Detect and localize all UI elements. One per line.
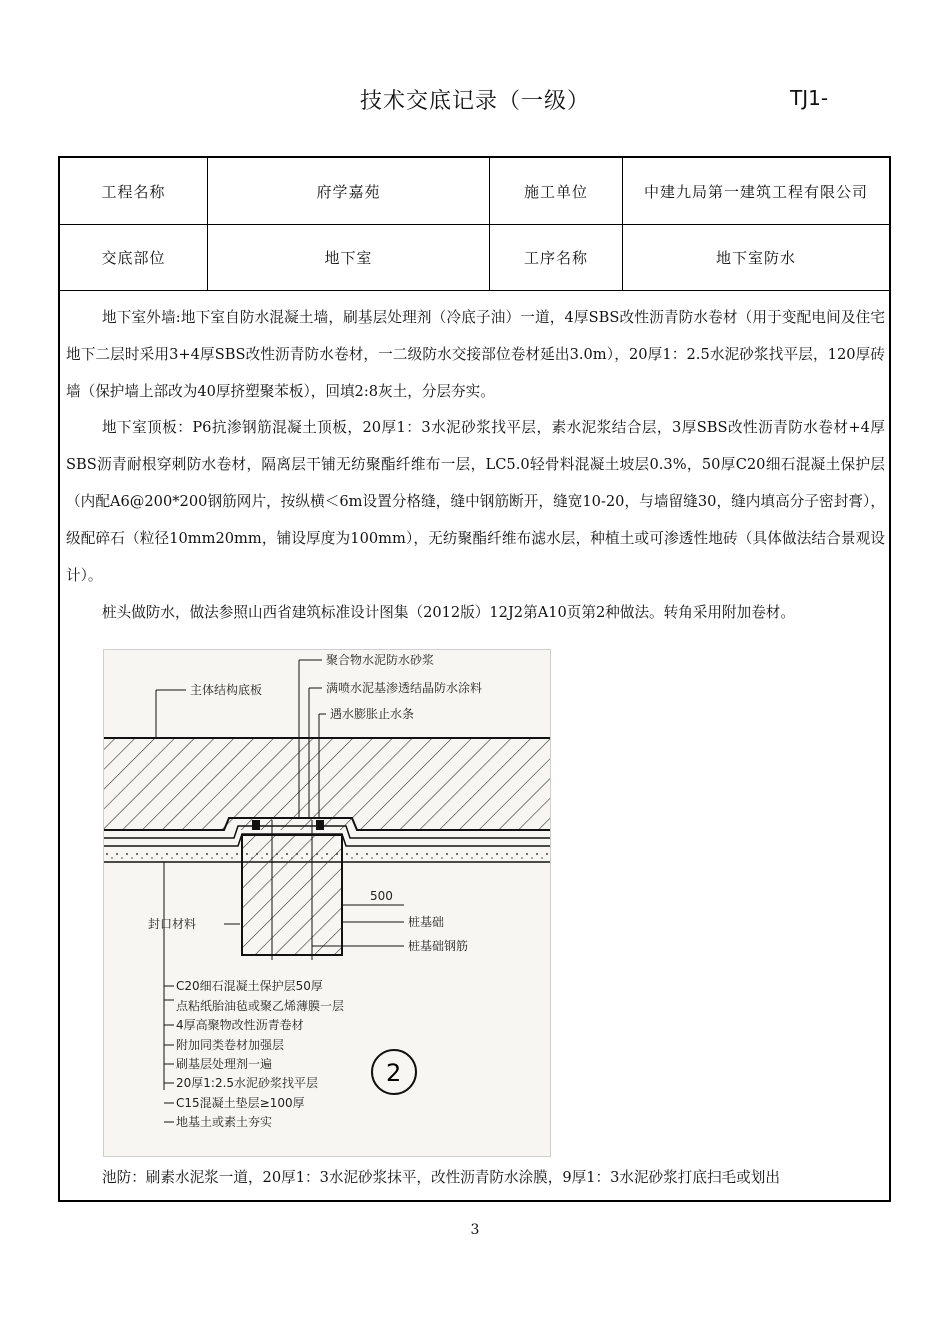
document-title: 技术交底记录（一级） — [359, 89, 590, 114]
project-name-value: 府学嘉苑 — [208, 158, 490, 224]
layer-label-8: 地基土或素土夯实 — [176, 1115, 273, 1129]
document-code: TJ1- — [790, 86, 829, 110]
contractor-value: 中建九局第一建筑工程有限公司 — [643, 182, 868, 201]
layer-label-1: C20细石混凝土保护层50厚 — [176, 979, 323, 993]
process-label: 工序名称 — [490, 224, 623, 290]
label-polymer-mortar: 聚合物水泥防水砂浆 — [326, 653, 435, 667]
record-frame — [58, 156, 891, 1202]
figure-circle-number: 2 — [386, 1059, 402, 1087]
layer-label-6: 20厚1:2.5水泥砂浆找平层 — [176, 1076, 319, 1090]
content-body — [60, 291, 889, 631]
label-seal: 封口材料 — [148, 917, 197, 931]
label-main-slab: 主体结构底板 — [190, 683, 263, 697]
paragraph-roof-slab: 地下室顶板：P6抗渗钢筋混凝土顶板，20厚1：3水泥砂浆找平层，素水泥浆结合层，3厚SBS改性沥青防水卷材+4厚SBS沥青耐根穿刺防水卷材，隔离层干铺无纺聚酯纤维布一层，LC5.0轻骨料混凝土坡层0.3%，50厚C20细石混凝土保护层（内配A6@200*200钢筋网片，按纵横＜6m设置分格缝，缝中钢筋断开，缝宽10-20，与墙留缝30，缝内填高分子密封膏），级配碎石（粒径10mm20mm，铺设厚度为100mm），无纺聚酯纤维布滤水层，种植土或可渗透性地砖（具体做法结合景观设计）。 — [66, 419, 885, 584]
label-pile-rebar: 桩基础钢筋 — [408, 939, 469, 953]
location-value: 地下室 — [208, 224, 490, 290]
info-row-2 — [60, 224, 889, 291]
layer-label-4: 附加同类卷材加强层 — [176, 1038, 285, 1052]
label-pile-foundation: 桩基础 — [408, 915, 445, 929]
layer-label-5: 刷基层处理剂一遍 — [176, 1057, 273, 1071]
pile-head-waterproof-detail-figure — [103, 649, 551, 1157]
layer-label-7: C15混凝土垫层≥100厚 — [176, 1096, 305, 1110]
label-waterstop: 遇水膨胀止水条 — [330, 707, 415, 721]
label-crystalline-coating: 满喷水泥基渗透结晶防水涂料 — [326, 681, 483, 695]
dimension-label: 500 — [370, 889, 393, 903]
paragraph-exterior-wall: 地下室外墙:地下室自防水混凝土墙，刷基层处理剂（冷底子油）一道，4厚SBS改性沥青防水卷材（用于变配电间及住宅地下二层时采用3+4厚SBS改性沥青防水卷材，一二级防水交接部位卷材延出3.0m），20厚1：2.5水泥砂浆找平层，120厚砖墙（保护墙上部改为40厚挤塑聚苯板），回填2:8灰土，分层夯实。 — [66, 309, 885, 400]
paragraph-pool: 池防：刷素水泥浆一道，20厚1：3水泥砂浆抹平，改性沥青防水涂膜，9厚1：3水泥砂浆打底扫毛或划出 — [102, 1169, 780, 1186]
layer-label-3: 4厚高聚物改性沥青卷材 — [176, 1018, 304, 1032]
detail-drawing — [104, 650, 550, 1156]
location-label: 交底部位 — [60, 224, 208, 290]
paragraph-pile-head: 桩头做防水，做法参照山西省建筑标准设计图集（2012版）12J2第A10页第2种做法。转角采用附加卷材。 — [102, 604, 795, 621]
info-row-1 — [60, 158, 889, 225]
layer-label-2: 点粘纸胎油毡或聚乙烯薄膜一层 — [176, 999, 345, 1013]
contractor-label: 施工单位 — [490, 158, 623, 224]
project-name-label: 工程名称 — [60, 158, 208, 224]
page-number: 3 — [470, 1222, 480, 1238]
process-value: 地下室防水 — [715, 248, 796, 267]
